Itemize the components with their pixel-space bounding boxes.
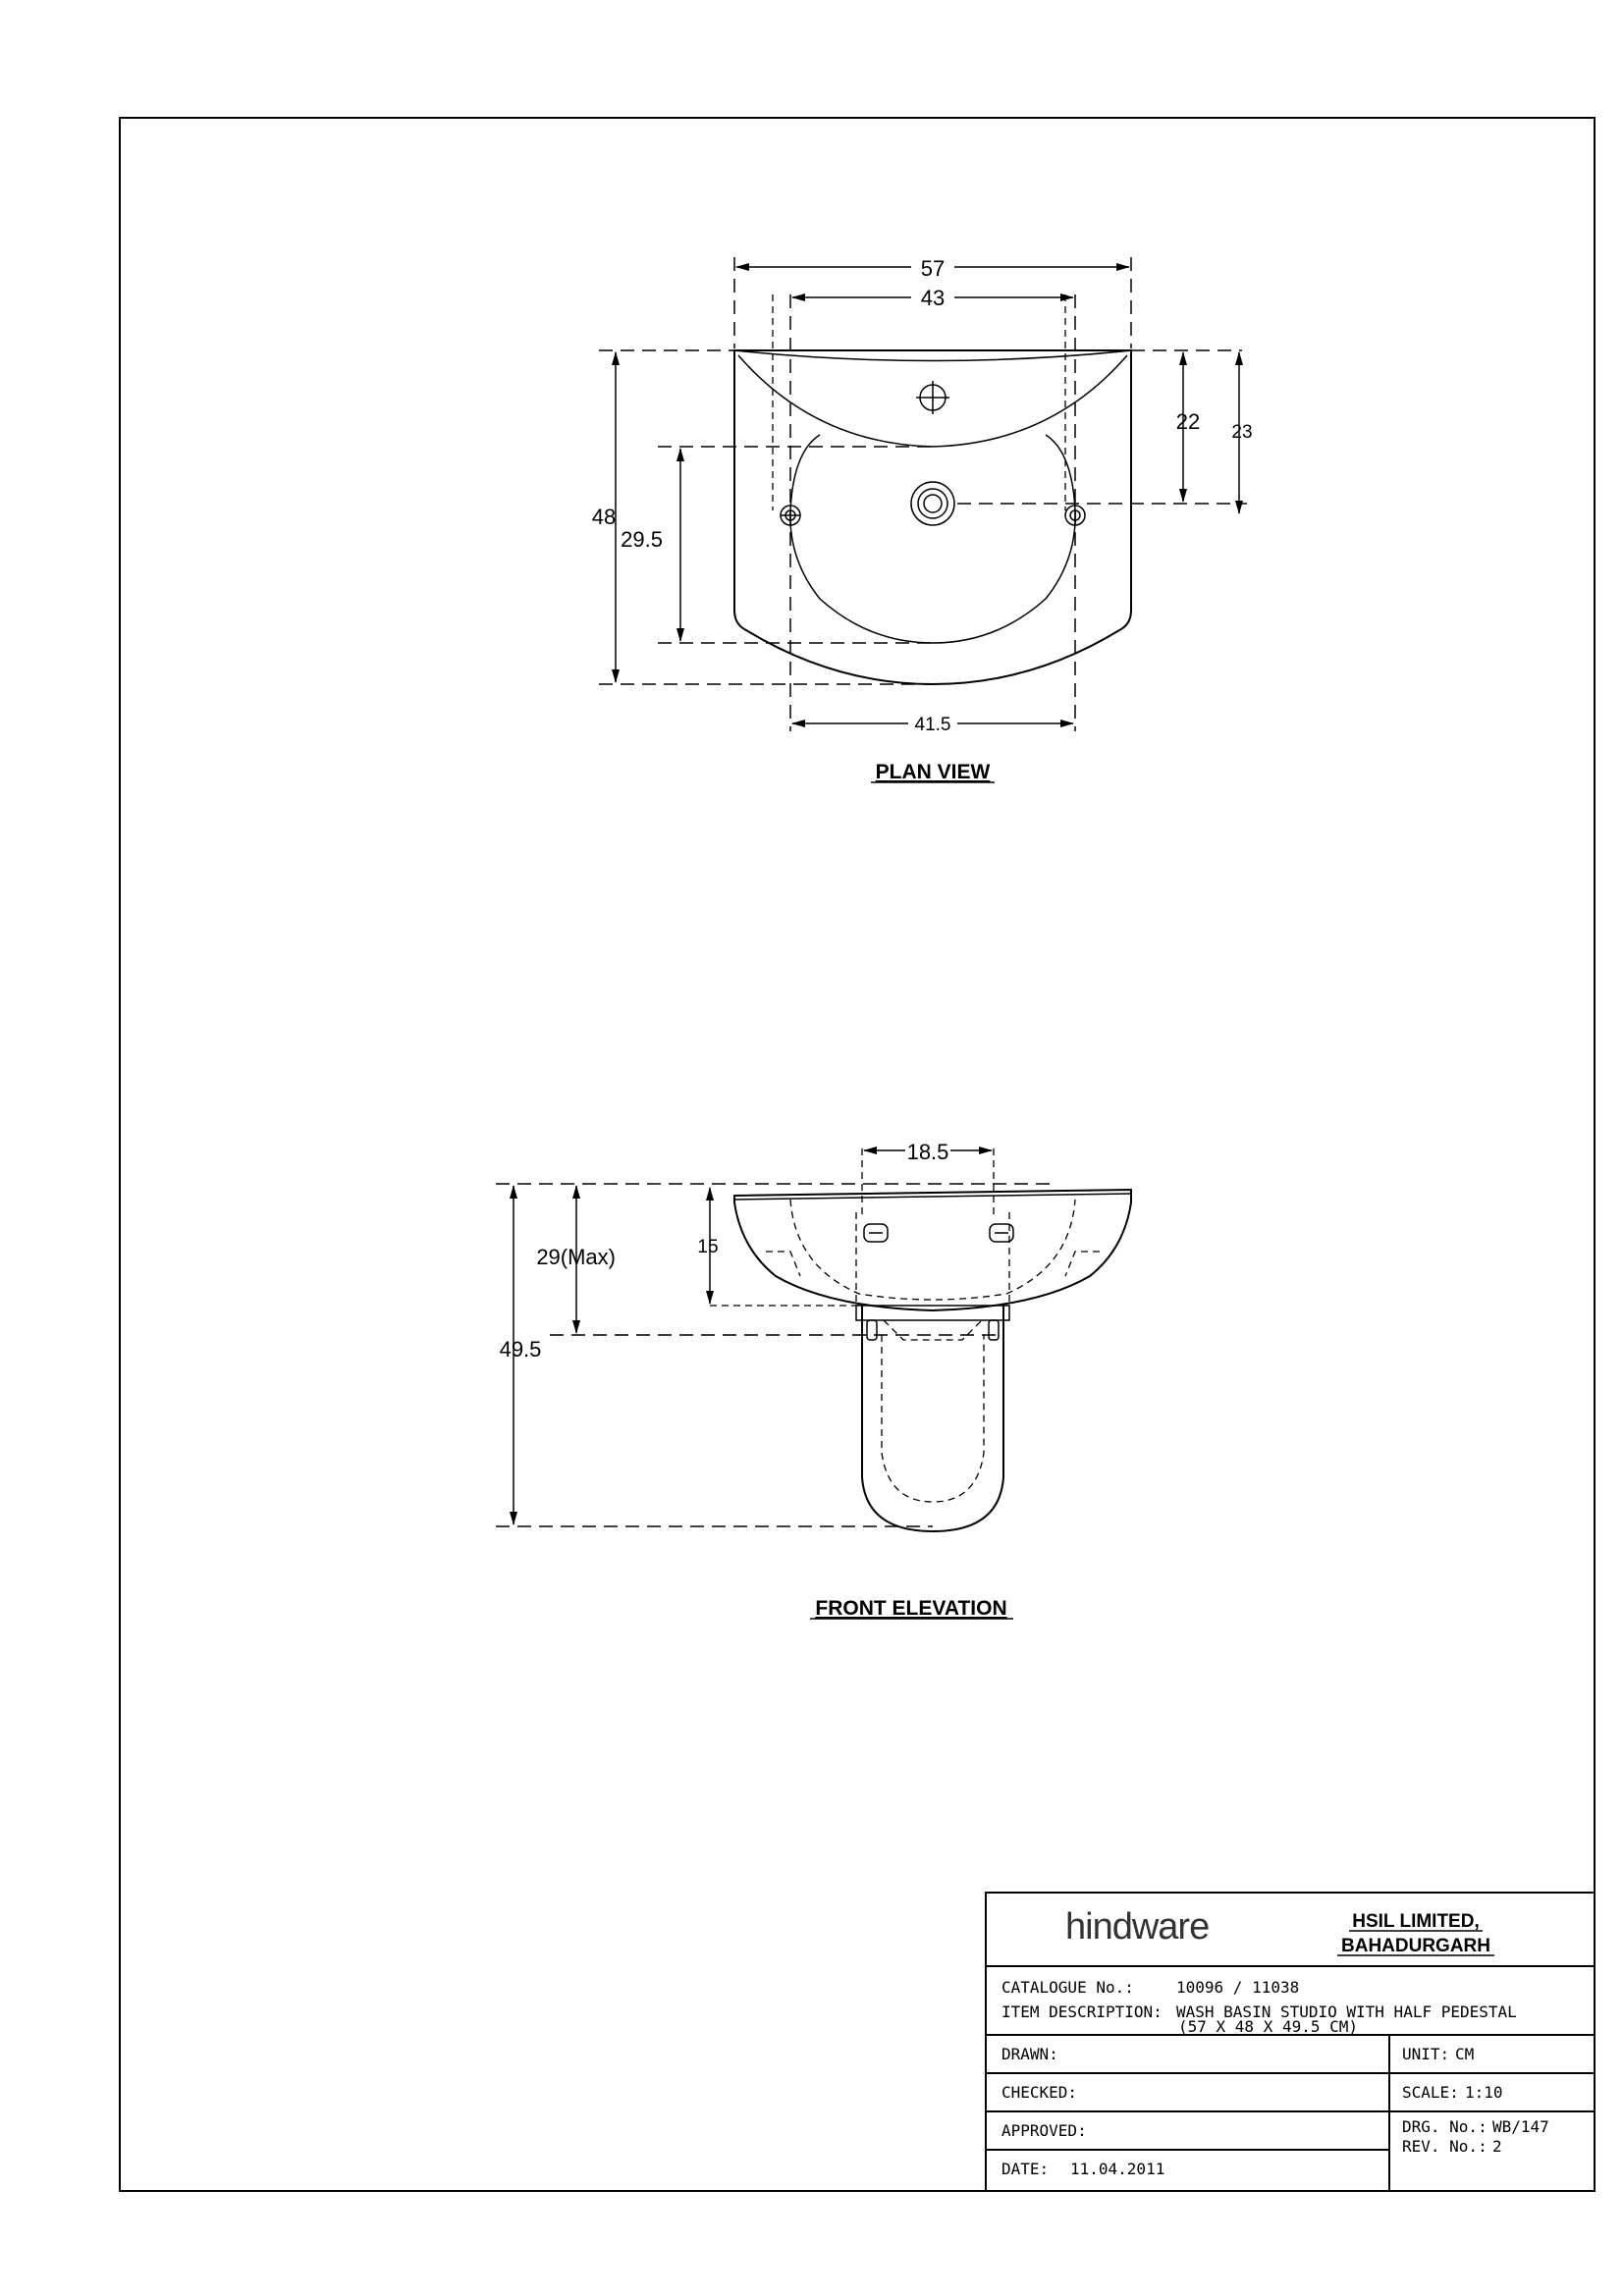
elevation-basin xyxy=(734,1190,1131,1310)
dim-22: 22 xyxy=(1175,409,1201,434)
sheet-border xyxy=(120,118,1595,2191)
item-description-size: (57 X 48 X 49.5 CM) xyxy=(1178,2017,1359,2036)
pedestal-bolt-left xyxy=(867,1320,877,1340)
scale-value: 1:10 xyxy=(1465,2083,1503,2102)
scale-label: SCALE: xyxy=(1402,2083,1459,2102)
rev-value: 2 xyxy=(1492,2137,1502,2156)
pedestal-bolt-right xyxy=(989,1320,999,1340)
dim-49-5: 49.5 xyxy=(499,1337,542,1362)
hindware-logo: hindware xyxy=(1065,1906,1210,1948)
drg-label: DRG. No.: xyxy=(1402,2117,1488,2136)
drg-value: WB/147 xyxy=(1492,2117,1549,2136)
plan-view-title: PLAN VIEW xyxy=(875,761,991,783)
dim-41-5: 41.5 xyxy=(914,715,951,735)
date-value: 11.04.2011 xyxy=(1070,2160,1165,2178)
unit-value: CM xyxy=(1455,2045,1475,2063)
item-description-label: ITEM DESCRIPTION: xyxy=(1001,2002,1163,2021)
pedestal-outline xyxy=(862,1306,1003,1531)
catalogue-value: 10096 / 11038 xyxy=(1176,1978,1300,1997)
dim-43: 43 xyxy=(920,286,946,310)
company-location: BAHADURGARH xyxy=(1341,1936,1490,1956)
dim-23: 23 xyxy=(1231,422,1253,443)
bowl-outline xyxy=(790,435,1075,643)
title-block xyxy=(986,1893,1595,2191)
dim-15: 15 xyxy=(697,1237,719,1257)
plan-view xyxy=(592,253,1253,783)
catalogue-label: CATALOGUE No.: xyxy=(1001,1978,1134,1997)
date-label: DATE: xyxy=(1001,2160,1050,2178)
dim-18-5: 18.5 xyxy=(906,1140,949,1164)
drawn-label: DRAWN: xyxy=(1001,2045,1058,2063)
front-elevation xyxy=(496,1139,1131,1620)
unit-label: UNIT: xyxy=(1402,2045,1450,2063)
checked-label: CHECKED: xyxy=(1001,2083,1078,2102)
dim-48: 48 xyxy=(591,505,617,529)
company-name: HSIL LIMITED, xyxy=(1352,1911,1480,1932)
dim-29-max: 29(Max) xyxy=(536,1245,616,1269)
approved-label: APPROVED: xyxy=(1001,2121,1087,2140)
dim-29-5: 29.5 xyxy=(621,527,663,552)
dim-57: 57 xyxy=(920,256,946,281)
front-elevation-title: FRONT ELEVATION xyxy=(815,1597,1007,1620)
item-description-value: WASH BASIN STUDIO WITH HALF PEDESTAL xyxy=(1176,2002,1517,2021)
rev-label: REV. No.: xyxy=(1402,2137,1488,2156)
